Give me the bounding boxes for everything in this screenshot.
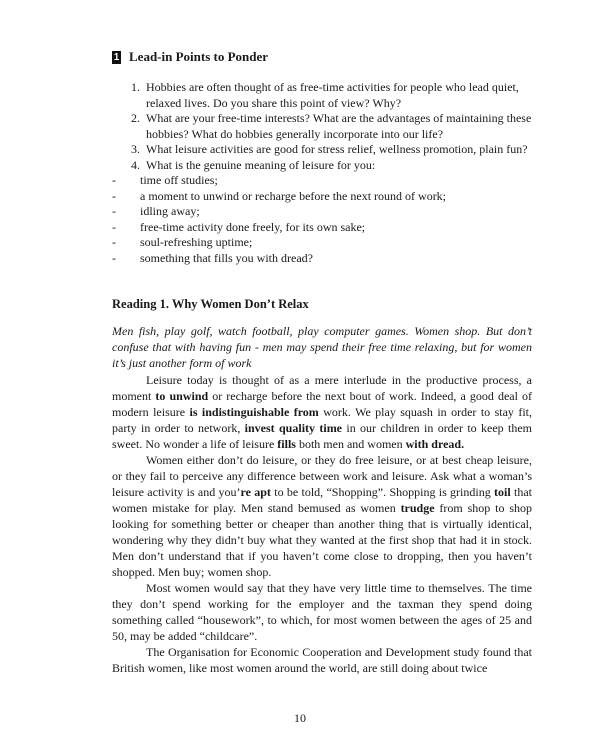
reading-intro: Men fish, play golf, watch football, play computer games. Women shop. But don’t confuse that with having fun - men may spend their free time relaxing, but for women it’s just another form of work [112,324,532,370]
question-number: 4. [131,157,140,172]
option-text: soul-refreshing uptime; [140,235,253,249]
question-item [112,158,532,174]
paragraph: Leisure today is thought of as a mere interlude in the productive process, a moment to unwind or recharge before the next bout of work. Indeed, a good deal of modern leisure is indistinguishable from work. We play squash in order to stay fit, party in order to network, invest quality time in our children in order to keep them sweet. No wonder a life of leisure fills both men and women with dread. [112,373,533,451]
vocab-term: re apt [240,485,271,499]
dash-icon: - [112,204,116,218]
dash-icon: - [112,250,116,265]
dash-icon: - [112,219,116,234]
vocab-term: toil [494,485,511,499]
paragraph: Most women would say that they have very little time to themselves. The time they don’t spend working for the employer and the taxman they spend doing something called “housework”, to which, for most women between the ages of 25 and 50, may be added “childcare”. [112,581,532,643]
option-text: something that fills you with dread? [140,250,313,265]
option-text: a moment to unwind or recharge before the next round of work; [140,188,447,203]
section-marker: 1 [113,51,120,63]
option-item [112,251,532,267]
questions-list [112,80,532,266]
vocab-term: fills [277,437,296,451]
question-number: 2. [131,111,140,125]
dash-icon: - [112,235,116,249]
page-number: 10 [294,711,306,725]
question-text: What is the genuine meaning of leisure for you: [146,157,376,172]
option-text: free-time activity done freely, for its own sake; [140,219,366,234]
question-text: What are your free-time interests? What are the advantages of maintaining these hobbies? What do hobbies generally incorporate into our life? [146,111,532,141]
question-number: 3. [131,142,140,156]
option-item [112,235,532,251]
section-title: Lead-in Points to Ponder [129,49,269,64]
vocab-term: trudge [400,501,435,515]
paragraph: The Organisation for Economic Cooperation and Development study found that British women, like most women around the world, are still doing about twice [112,645,532,675]
section-heading [112,49,268,65]
question-number: 1. [131,80,140,94]
option-text: time off studies; [140,173,218,187]
reading-title: Reading 1. Why Women Don’t Relax [112,297,309,311]
vocab-term: with dread. [405,437,465,451]
option-item [112,173,532,189]
option-text: idling away; [140,204,200,218]
paragraph: Women either don’t do leisure, or they do free leisure, or at best cheap leisure, or they fail to perceive any difference between work and leisure. Ask what a woman’s leisure activity is and you’re apt to be told, “Shopping”. Shopping is grinding toil that women mistake for play. Men stand bemused as women trudge from shop to shop looking for something better or cheaper than another thing that is virtually identical, wondering why they didn’t buy what they wanted at the first shop that had it in stock. Men don’t understand that if you haven’t come close to dropping, then you haven’t shopped. Men buy; women shop. [112,453,532,579]
option-item [112,220,532,236]
question-text: What leisure activities are good for stress relief, wellness promotion, plain fun? [146,142,528,156]
question-item [112,80,532,111]
option-item [112,204,532,220]
question-item [112,111,532,142]
dash-icon: - [112,173,116,187]
question-item [112,142,532,158]
question-text: Hobbies are often thought of as free-time activities for people who lead quiet, relaxed lives. Do you share this point of view? Why? [146,80,519,110]
dash-icon: - [112,188,116,203]
vocab-term: to unwind [155,389,209,403]
option-item [112,189,532,205]
reading-body [112,372,532,676]
vocab-term: is indistinguishable from [189,405,319,419]
vocab-term: invest quality time [244,421,343,435]
